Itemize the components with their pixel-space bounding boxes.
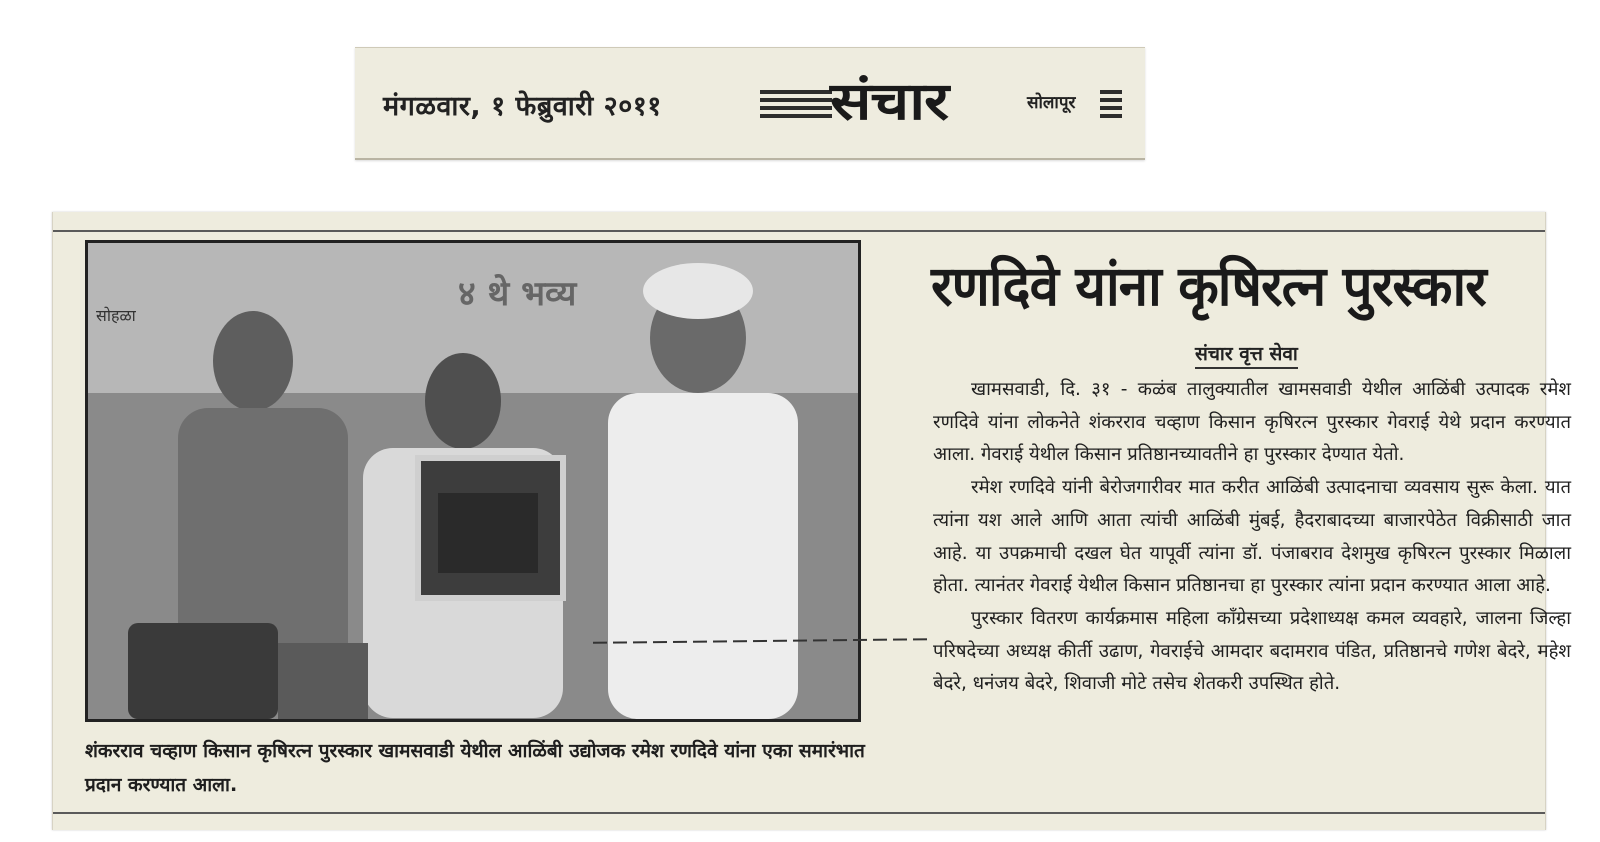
newspaper-logo: संचार bbox=[830, 71, 948, 132]
award-photo bbox=[85, 240, 861, 722]
bottom-rule bbox=[53, 812, 1545, 814]
masthead-decoration-right bbox=[1100, 90, 1122, 130]
backdrop-banner-text: ४ थे भव्य bbox=[458, 274, 577, 314]
backdrop-small-text: सोहळा bbox=[96, 306, 136, 325]
top-rule bbox=[53, 230, 1545, 232]
article-paragraph: रमेश रणदिवे यांनी बेरोजगारीवर मात करीत आळिंबी उत्पादनाचा व्यवसाय सुरू केला. यात त्यांना यश आले आणि आता त्यांची आळिंबी मुंबई, हैदराबादच्या बाजारपेठेत विक्रीसाठी जात आहे. या उपक्रमाची दखल घेत यापूर्वी त्यांना डॉ. पंजाबराव देशमुख कृषिरत्न पुरस्कार मिळाला होता. त्यानंतर गेवराई येथील किसान प्रतिष्ठानचा हा पुरस्कार त्यांना प्रदान करण्यात आला आहे. bbox=[933, 477, 1571, 597]
article-body bbox=[933, 374, 1571, 701]
masthead-decoration-left bbox=[760, 90, 832, 130]
article-byline: संचार वृत्त सेवा bbox=[1195, 340, 1298, 369]
edition-city: सोलापूर bbox=[1027, 93, 1076, 113]
photo-caption: शंकरराव चव्हाण किसान कृषिरत्न पुरस्कार खामसवाडी येथील आळिंबी उद्योजक रमेश रणदिवे यांना एका समारंभात प्रदान करण्यात आला. bbox=[85, 740, 865, 796]
article-paragraph: पुरस्कार वितरण कार्यक्रमास महिला काँग्रेसच्या प्रदेशाध्यक्ष कमल व्यवहारे, जालना जिल्हा परिषदेच्या अध्यक्ष कीर्ती उढाण, गेवराईचे आमदार बदामराव पंडित, प्रतिष्ठानचे गणेश बेदरे, महेश बेदरे, धनंजय बेदरे, शिवाजी मोटे तसेच शेतकरी उपस्थित होते. bbox=[933, 607, 1571, 695]
publication-date: मंगळवार, १ फेब्रुवारी २०११ bbox=[383, 91, 662, 122]
news-clipping bbox=[52, 212, 1571, 830]
article-paragraph: खामसवाडी, दि. ३१ - कळंब तालुक्यातील खामसवाडी येथील आळिंबी उत्पादक रमेश रणदिवे यांना लोकनेते शंकरराव चव्हाण किसान कृषिरत्न पुरस्कार गेवराई येथे प्रदान करण्यात आला. गेवराई येथील किसान प्रतिष्ठानच्यावतीने हा पुरस्कार देण्यात येतो. bbox=[933, 379, 1571, 466]
award-ceremony-photo bbox=[88, 243, 858, 719]
article-headline: रणदिवे यांना कृषिरत्न पुरस्कार bbox=[931, 253, 1486, 318]
newspaper-masthead bbox=[355, 47, 1145, 160]
